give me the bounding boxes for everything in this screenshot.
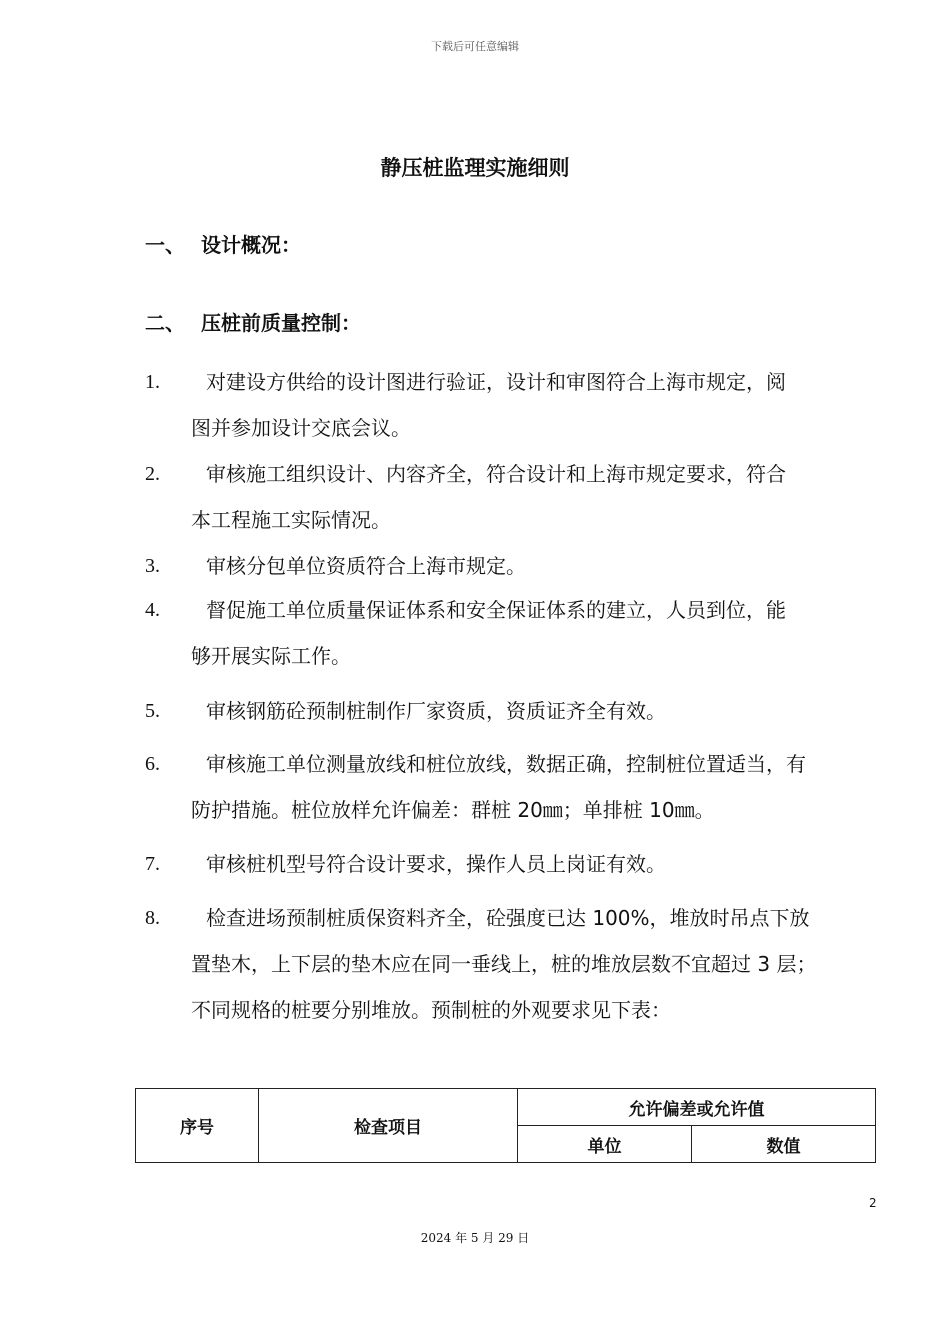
list-item-number: 5. <box>145 700 160 722</box>
section-number: 一、 <box>145 233 185 257</box>
page-header: 下载后可任意编辑 <box>431 40 519 53</box>
list-item-line: 检查进场预制桩质保资料齐全，砼强度已达 100%，堆放时吊点下放 <box>206 906 810 930</box>
section-heading-1 <box>145 229 301 258</box>
document-title: 静压桩监理实施细则 <box>380 156 570 180</box>
list-item-line: 不同规格的桩要分别堆放。预制桩的外观要求见下表： <box>191 998 671 1022</box>
list-item-line: 防护措施。桩位放样允许偏差：群桩 20㎜；单排桩 10㎜。 <box>191 798 715 822</box>
list-item-number: 8. <box>145 907 160 929</box>
list-item-number: 3. <box>145 555 160 577</box>
section-heading-2 <box>145 307 361 336</box>
list-item-line: 审核施工单位测量放线和桩位放线，数据正确，控制桩位置适当，有 <box>206 752 806 776</box>
list-item <box>145 359 875 451</box>
section-number: 二、 <box>145 311 185 335</box>
list-item-line: 图并参加设计交底会议。 <box>191 416 411 440</box>
header-unit: 单位 <box>518 1126 692 1163</box>
inspection-table <box>135 1088 876 1163</box>
list-item-line: 本工程施工实际情况。 <box>191 508 391 532</box>
list-item-line: 审核桩机型号符合设计要求，操作人员上岗证有效。 <box>206 852 666 876</box>
table-header-row <box>136 1089 876 1126</box>
header-tolerance-group: 允许偏差或允许值 <box>518 1089 876 1126</box>
list-item-number: 6. <box>145 753 160 775</box>
header-check-item: 检查项目 <box>259 1089 518 1163</box>
list-item <box>145 688 875 734</box>
list-item-line: 审核钢筋砼预制桩制作厂家资质，资质证齐全有效。 <box>206 699 666 723</box>
list-item <box>145 741 875 833</box>
header-seq: 序号 <box>136 1089 259 1163</box>
list-item <box>145 841 875 887</box>
list-item <box>145 451 875 543</box>
list-item-number: 4. <box>145 599 160 621</box>
list-item <box>145 587 875 679</box>
list-item-number: 2. <box>145 463 160 485</box>
list-item-number: 7. <box>145 853 160 875</box>
list-item <box>145 895 875 1033</box>
section-text: 设计概况： <box>201 233 301 257</box>
list-item <box>145 543 875 589</box>
list-item-line: 对建设方供给的设计图进行验证，设计和审图符合上海市规定，阅 <box>206 370 786 394</box>
list-item-line: 督促施工单位质量保证体系和安全保证体系的建立，人员到位，能 <box>206 598 786 622</box>
list-item-line: 够开展实际工作。 <box>191 644 351 668</box>
page-number: 2 <box>869 1196 877 1210</box>
list-item-line: 置垫木，上下层的垫木应在同一垂线上，桩的堆放层数不宜超过 3 层； <box>191 952 817 976</box>
section-text: 压桩前质量控制： <box>201 311 361 335</box>
list-item-line: 审核分包单位资质符合上海市规定。 <box>206 554 526 578</box>
list-item-number: 1. <box>145 371 160 393</box>
list-item-line: 审核施工组织设计、内容齐全，符合设计和上海市规定要求，符合 <box>206 462 786 486</box>
footer-date: 2024 年 5 月 29 日 <box>420 1231 530 1245</box>
header-value: 数值 <box>692 1126 876 1163</box>
